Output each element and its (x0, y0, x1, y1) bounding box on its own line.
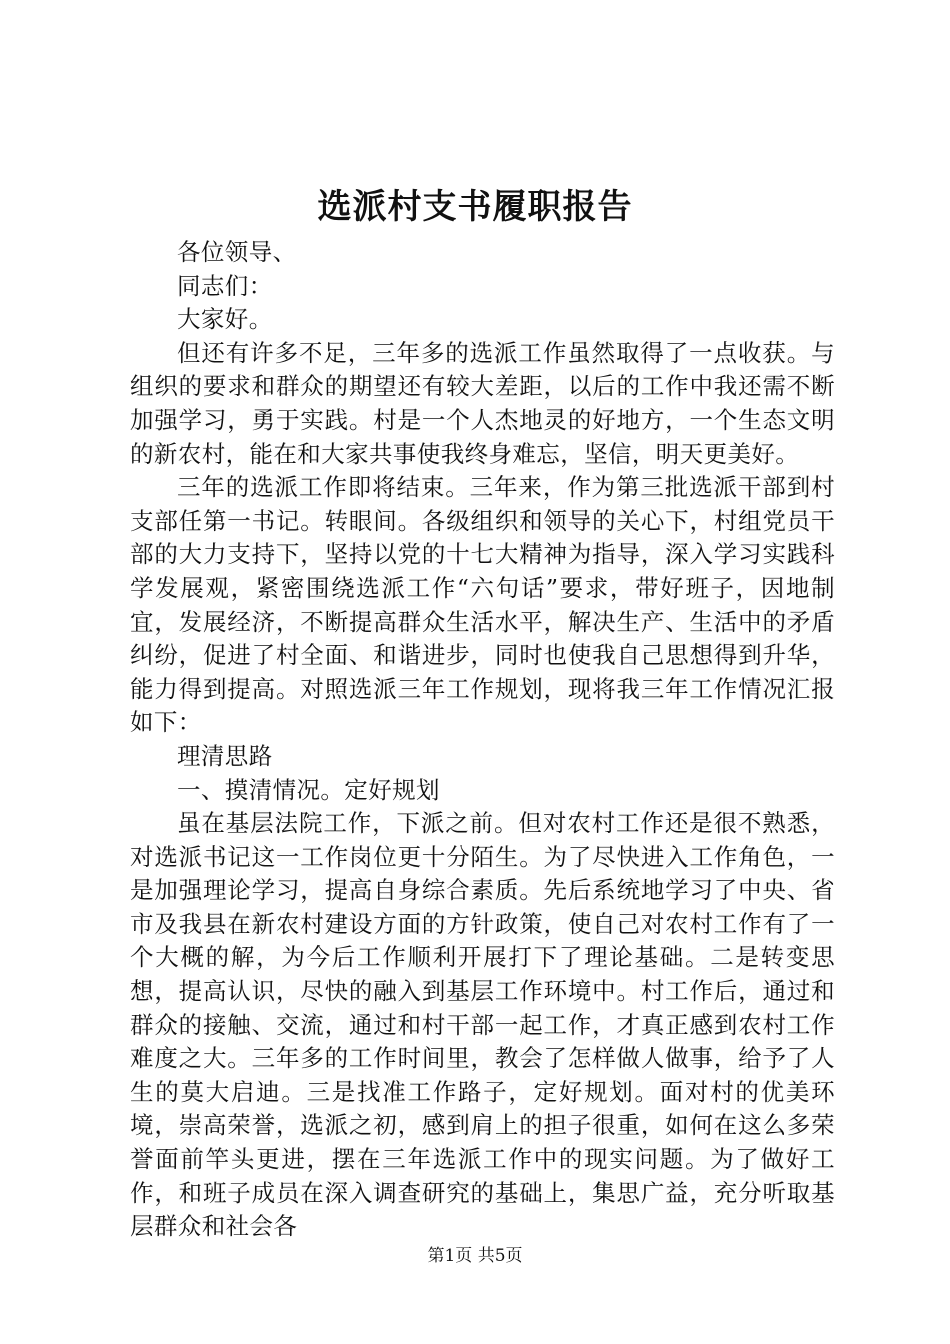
paragraph-summary: 三年的选派工作即将结束。三年来，作为第三批选派干部到村支部任第一书记。转眼间。各级组织和领导的关心下，村组党员干部的大力支持下，坚持以党的十七大精神为指导，深入学习实践科学发展观，紧密围绕选派工作“六句话”要求，带好班子，因地制宜，发展经济，不断提高群众生活水平，解决生产、生活中的矛盾纠纷，促进了村全面、和谐进步，同时也使我自己思想得到升华，能力得到提高。对照选派三年工作规划，现将我三年工作情况汇报如下： (130, 473, 835, 737)
salutation-line-1: 各位领导、 (177, 238, 297, 266)
document-title: 选派村支书履职报告 (317, 187, 633, 227)
paragraph-intro: 但还有许多不足，三年多的选派工作虽然取得了一点收获。与组织的要求和群众的期望还有较大差距，以后的工作中我还需不断加强学习，勇于实践。村是一个人杰地灵的好地方，一个生态文明的新农村，能在和大家共事使我终身难忘，坚信，明天更美好。 (130, 338, 835, 468)
page-number-footer: 第1页 共5页 (427, 1246, 523, 1266)
section-heading: 理清思路 (177, 741, 273, 770)
salutation-line-2: 同志们： (177, 271, 273, 300)
document-body (130, 236, 835, 1244)
subsection-heading: 一、摸清情况。定好规划 (177, 775, 440, 804)
greeting-line: 大家好。 (177, 305, 273, 334)
paragraph-details: 虽在基层法院工作，下派之前。但对农村工作还是很不熟悉，对选派书记这一工作岗位更十分陌生。为了尽快进入工作角色，一是加强理论学习，提高自身综合素质。先后系统地学习了中央、省市及我县在新农村建设方面的方针政策，使自己对农村工作有了一个大概的解，为今后工作顺利开展打下了理论基础。二是转变思想，提高认识，尽快的融入到基层工作环境中。村工作后，通过和群众的接触、交流，通过和村干部一起工作，才真正感到农村工作难度之大。三年多的工作时间里，教会了怎样做人做事，给予了人生的莫大启迪。三是找准工作路子，定好规划。面对村的优美环境，崇高荣誉，选派之初，感到肩上的担子很重，如何在这么多荣誉面前竿头更进，摆在三年选派工作中的现实问题。为了做好工作，和班子成员在深入调查研究的基础上，集思广益，充分听取基层群众和社会各 (130, 809, 835, 1241)
